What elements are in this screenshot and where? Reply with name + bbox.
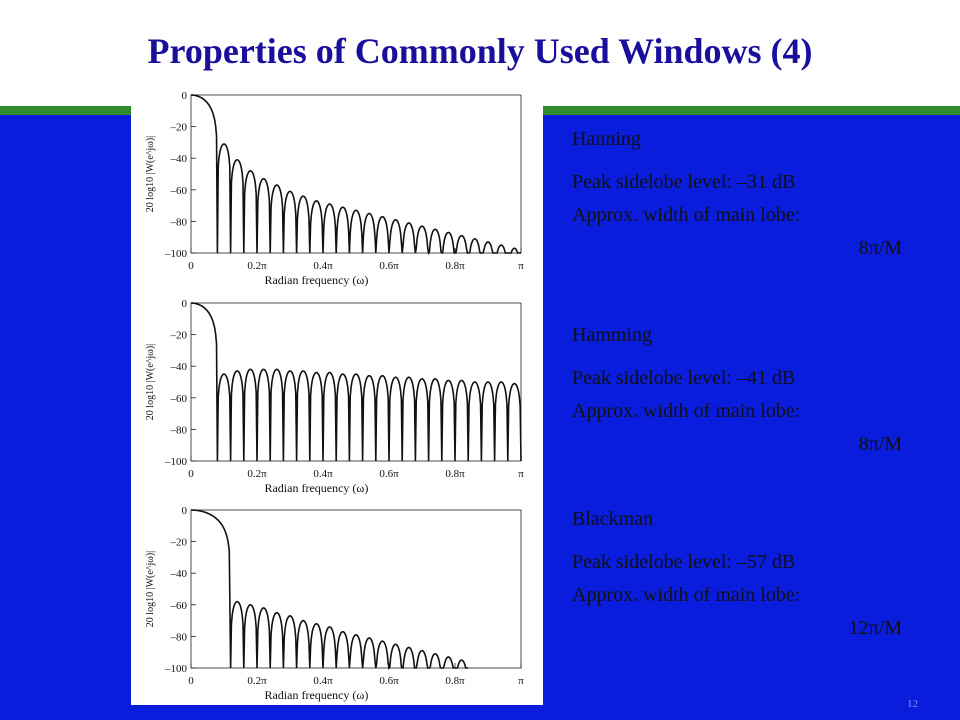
spectrum-line-hanning [191, 95, 521, 253]
hanning-info [572, 128, 902, 260]
plot-frame [191, 510, 521, 668]
plot-frame [191, 95, 521, 253]
x-tick-label: 0.4π [313, 468, 333, 480]
main-lobe-width-label: Approx. width of main lobe: [572, 584, 801, 606]
x-tick-label: 0 [188, 260, 194, 272]
window-spectra-figure [131, 85, 543, 705]
spectrum-line-blackman [191, 510, 468, 668]
window-name: Hanning [572, 128, 641, 150]
plot-frame [191, 303, 521, 461]
y-tick-label: 0 [181, 505, 187, 517]
blackman-info [572, 508, 902, 640]
y-axis-label: 20 log10 |W(e^jω)| [145, 135, 156, 213]
x-tick-label: 0.6π [379, 260, 399, 272]
x-tick-label: π [518, 260, 524, 272]
x-axis-label: Radian frequency (ω) [264, 481, 369, 495]
chart-blackman [145, 505, 524, 702]
x-tick-label: 0.8π [445, 468, 465, 480]
y-tick-label: –80 [170, 424, 187, 437]
x-tick-label: 0.6π [379, 468, 399, 480]
main-lobe-width-label: Approx. width of main lobe: [572, 204, 801, 226]
x-tick-label: π [518, 675, 524, 687]
y-tick-label: –40 [170, 153, 187, 166]
x-tick-label: 0.8π [445, 675, 465, 687]
x-tick-label: 0.2π [247, 675, 267, 687]
main-lobe-width-value: 8π/M [858, 433, 902, 455]
y-tick-label: –60 [170, 184, 187, 197]
main-lobe-width-label: Approx. width of main lobe: [572, 400, 801, 422]
y-tick-label: –80 [170, 216, 187, 229]
slide-title: Properties of Commonly Used Windows (4) [147, 31, 813, 71]
sidelobe-level: Peak sidelobe level: –41 dB [572, 367, 796, 389]
y-tick-label: –20 [170, 536, 187, 549]
y-tick-label: –60 [170, 392, 187, 405]
main-lobe-width-value: 8π/M [858, 237, 902, 259]
y-tick-label: –40 [170, 361, 187, 374]
x-tick-label: 0.2π [247, 468, 267, 480]
y-tick-label: –20 [170, 121, 187, 134]
chart-hamming [145, 298, 524, 495]
hamming-info [572, 324, 902, 456]
y-tick-label: 0 [181, 298, 187, 310]
y-tick-label: 0 [181, 90, 187, 102]
x-tick-label: π [518, 468, 524, 480]
x-tick-label: 0.4π [313, 260, 333, 272]
y-tick-label: –100 [165, 248, 187, 260]
x-axis-label: Radian frequency (ω) [264, 273, 369, 287]
x-tick-label: 0.2π [247, 260, 267, 272]
y-tick-label: –100 [165, 456, 187, 468]
x-tick-label: 0.8π [445, 260, 465, 272]
spectrum-line-hamming [191, 303, 521, 461]
main-lobe-width-value: 12π/M [848, 617, 902, 639]
x-tick-label: 0.4π [313, 675, 333, 687]
sidelobe-level: Peak sidelobe level: –57 dB [572, 551, 796, 573]
y-tick-label: –60 [170, 599, 187, 612]
window-name: Blackman [572, 508, 654, 530]
y-tick-label: –20 [170, 329, 187, 342]
chart-hanning [145, 90, 524, 287]
y-tick-label: –80 [170, 631, 187, 644]
y-tick-label: –100 [165, 663, 187, 675]
x-tick-label: 0.6π [379, 675, 399, 687]
y-tick-label: –40 [170, 568, 187, 581]
y-axis-label: 20 log10 |W(e^jω)| [145, 343, 156, 421]
x-tick-label: 0 [188, 675, 194, 687]
x-tick-label: 0 [188, 468, 194, 480]
y-axis-label: 20 log10 |W(e^jω)| [145, 550, 156, 628]
slide-number: 12 [907, 698, 918, 710]
sidelobe-level: Peak sidelobe level: –31 dB [572, 171, 796, 193]
x-axis-label: Radian frequency (ω) [264, 688, 369, 702]
window-name: Hamming [572, 324, 652, 346]
